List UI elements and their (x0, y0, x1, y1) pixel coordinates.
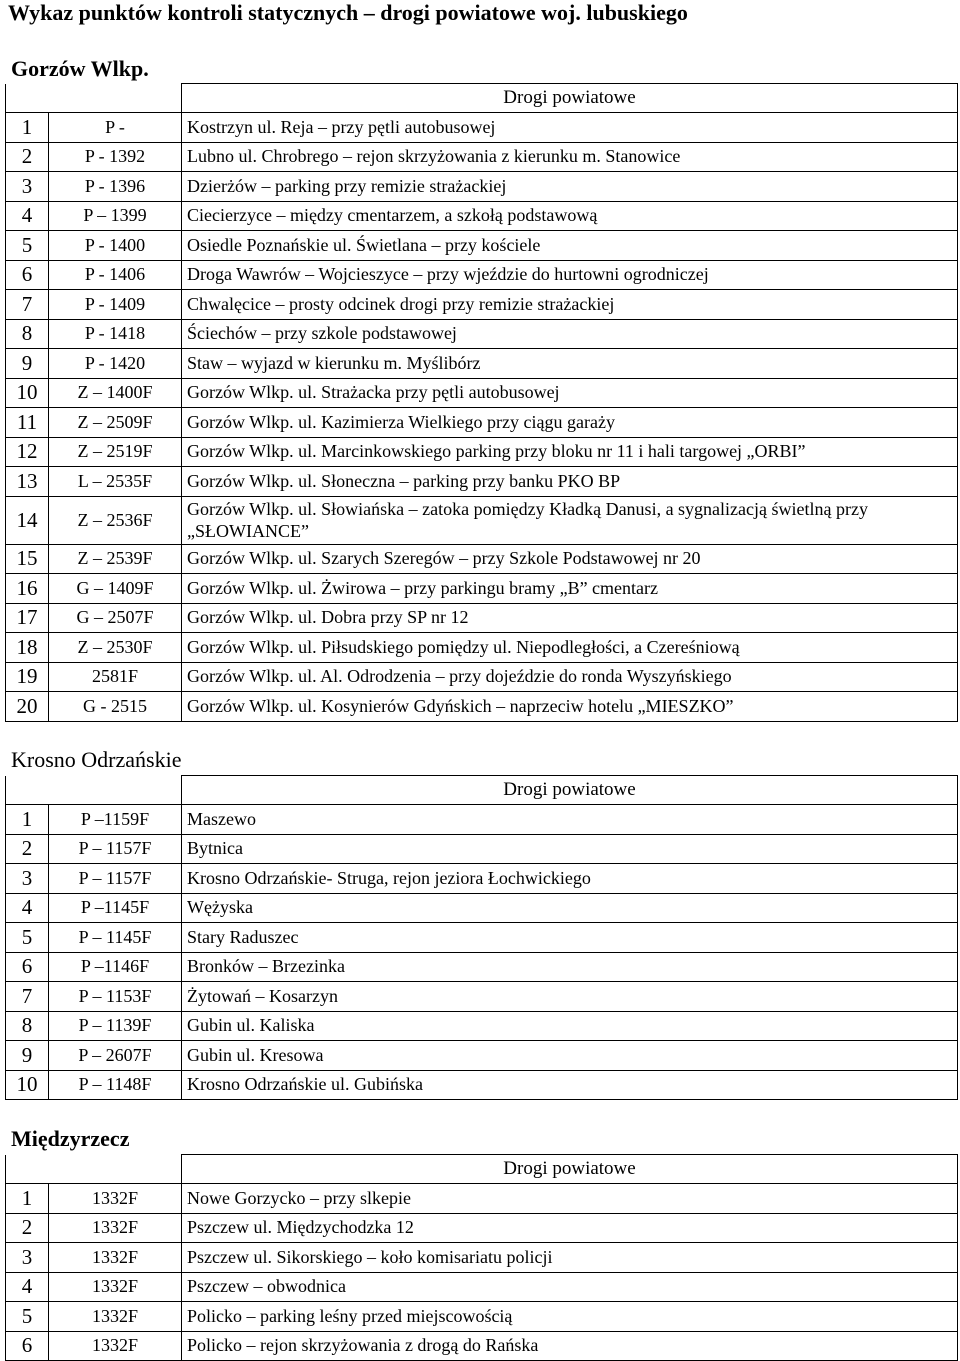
table-row (6, 805, 958, 835)
row-number: 20 (6, 692, 49, 722)
location-description: Gorzów Wlkp. ul. Dobra przy SP nr 12 (182, 603, 958, 633)
location-description: Gorzów Wlkp. ul. Marcinkowskiego parking przy bloku nr 11 i hali targowej „ORBI” (182, 437, 958, 467)
road-code: P – 1153F (49, 982, 182, 1012)
location-description: Gorzów Wlkp. ul. Słowiańska – zatoka pomiędzy Kładką Danusi, a sygnalizacją świetlną przy „SŁOWIANCE” (182, 496, 958, 544)
table-row (6, 467, 958, 497)
table-row (6, 544, 958, 574)
table-row (6, 349, 958, 379)
road-code: Z – 2509F (49, 408, 182, 438)
location-description: Gorzów Wlkp. ul. Szarych Szeregów – przy Szkole Podstawowej nr 20 (182, 544, 958, 574)
row-number: 16 (6, 574, 49, 604)
road-code: P – 1139F (49, 1011, 182, 1041)
table-row (6, 1041, 958, 1071)
road-code: P - 1396 (49, 172, 182, 202)
row-number: 2 (6, 142, 49, 172)
table-row (6, 1331, 958, 1361)
location-description: Wężyska (182, 893, 958, 923)
table-row (6, 319, 958, 349)
road-code: P –1145F (49, 893, 182, 923)
row-number: 9 (6, 1041, 49, 1071)
row-number: 12 (6, 437, 49, 467)
road-code: P – 1145F (49, 923, 182, 953)
table-row (6, 201, 958, 231)
road-code: P - 1420 (49, 349, 182, 379)
location-description: Gubin ul. Kaliska (182, 1011, 958, 1041)
road-code: P - 1400 (49, 231, 182, 261)
location-description: Droga Wawrów – Wojcieszyce – przy wjeździe do hurtowni ogrodniczej (182, 260, 958, 290)
table-row (6, 952, 958, 982)
road-code: Z – 2530F (49, 633, 182, 663)
table-header-row (6, 776, 958, 805)
table-row (6, 633, 958, 663)
location-description: Gorzów Wlkp. ul. Kosynierów Gdyńskich – naprzeciw hotelu „MIESZKO” (182, 692, 958, 722)
location-description: Ściechów – przy szkole podstawowej (182, 319, 958, 349)
table-header-row (6, 1155, 958, 1184)
table-row (6, 408, 958, 438)
location-description: Kostrzyn ul. Reja – przy pętli autobusowej (182, 113, 958, 143)
row-number: 6 (6, 260, 49, 290)
location-description: Krosno Odrzańskie ul. Gubińska (182, 1070, 958, 1100)
section-title-krosno: Krosno Odrzańskie (11, 747, 182, 772)
road-code: P –1146F (49, 952, 182, 982)
location-description: Gubin ul. Kresowa (182, 1041, 958, 1071)
location-description: Chwalęcice – prosty odcinek drogi przy remizie strażackiej (182, 290, 958, 320)
row-number: 6 (6, 1331, 49, 1361)
row-number: 7 (6, 290, 49, 320)
table-row (6, 574, 958, 604)
table-row (6, 437, 958, 467)
row-number: 10 (6, 1070, 49, 1100)
location-description: Pszczew ul. Sikorskiego – koło komisariatu policji (182, 1243, 958, 1273)
row-number: 2 (6, 1213, 49, 1243)
road-code: L – 2535F (49, 467, 182, 497)
location-description: Bytnica (182, 834, 958, 864)
table-row (6, 378, 958, 408)
row-number: 3 (6, 1243, 49, 1273)
road-code: G - 2515 (49, 692, 182, 722)
table-row (6, 834, 958, 864)
table-header-row (6, 84, 958, 113)
table-row (6, 864, 958, 894)
road-code: 1332F (49, 1272, 182, 1302)
table-row (6, 1213, 958, 1243)
location-description: Gorzów Wlkp. ul. Kazimierza Wielkiego przy ciągu garaży (182, 408, 958, 438)
location-description: Osiedle Poznańskie ul. Świetlana – przy kościele (182, 231, 958, 261)
table-row (6, 692, 958, 722)
road-code: P – 1399 (49, 201, 182, 231)
table-row (6, 142, 958, 172)
table-row (6, 923, 958, 953)
road-code: P –1159F (49, 805, 182, 835)
row-number: 19 (6, 662, 49, 692)
road-code: P – 2607F (49, 1041, 182, 1071)
row-number: 6 (6, 952, 49, 982)
table-krosno (5, 775, 958, 1100)
location-description: Maszewo (182, 805, 958, 835)
header-spacer (6, 776, 182, 805)
table-row (6, 603, 958, 633)
location-description: Staw – wyjazd w kierunku m. Myślibórz (182, 349, 958, 379)
location-description: Pszczew ul. Międzychodzka 12 (182, 1213, 958, 1243)
row-number: 5 (6, 923, 49, 953)
road-code: 1332F (49, 1184, 182, 1214)
section-title-miedzyrzecz: Międzyrzecz (11, 1126, 130, 1151)
table-row (6, 982, 958, 1012)
row-number: 8 (6, 319, 49, 349)
location-description: Lubno ul. Chrobrego – rejon skrzyżowania z kierunku m. Stanowice (182, 142, 958, 172)
road-code: P – 1157F (49, 834, 182, 864)
row-number: 3 (6, 864, 49, 894)
location-description: Gorzów Wlkp. ul. Strażacka przy pętli autobusowej (182, 378, 958, 408)
table-gorzow (5, 83, 958, 722)
location-description: Dzierżów – parking przy remizie strażackiej (182, 172, 958, 202)
location-description: Ciecierzyce – między cmentarzem, a szkołą podstawową (182, 201, 958, 231)
location-description: Bronków – Brzezinka (182, 952, 958, 982)
column-header: Drogi powiatowe (182, 776, 958, 805)
row-number: 5 (6, 231, 49, 261)
table-row (6, 893, 958, 923)
road-code: P – 1157F (49, 864, 182, 894)
road-code: 2581F (49, 662, 182, 692)
row-number: 9 (6, 349, 49, 379)
table-row (6, 1243, 958, 1273)
location-description: Gorzów Wlkp. ul. Żwirowa – przy parkingu bramy „B” cmentarz (182, 574, 958, 604)
row-number: 4 (6, 1272, 49, 1302)
table-row (6, 172, 958, 202)
row-number: 3 (6, 172, 49, 202)
table-row (6, 290, 958, 320)
table-row (6, 1302, 958, 1332)
row-number: 4 (6, 893, 49, 923)
row-number: 17 (6, 603, 49, 633)
row-number: 4 (6, 201, 49, 231)
road-code: G – 1409F (49, 574, 182, 604)
table-row (6, 113, 958, 143)
road-code: 1332F (49, 1213, 182, 1243)
row-number: 18 (6, 633, 49, 663)
road-code: P - 1418 (49, 319, 182, 349)
location-description: Policko – rejon skrzyżowania z drogą do Rańska (182, 1331, 958, 1361)
section-title-gorzow: Gorzów Wlkp. (11, 56, 149, 81)
header-spacer (6, 1155, 182, 1184)
road-code: Z – 2536F (49, 496, 182, 544)
table-row (6, 1011, 958, 1041)
row-number: 13 (6, 467, 49, 497)
location-description: Gorzów Wlkp. ul. Słoneczna – parking przy banku PKO BP (182, 467, 958, 497)
header-spacer (6, 84, 182, 113)
road-code: P - 1409 (49, 290, 182, 320)
row-number: 15 (6, 544, 49, 574)
location-description: Policko – parking leśny przed miejscowością (182, 1302, 958, 1332)
road-code: P - (49, 113, 182, 143)
row-number: 14 (6, 496, 49, 544)
road-code: P – 1148F (49, 1070, 182, 1100)
column-header: Drogi powiatowe (182, 84, 958, 113)
location-description: Stary Raduszec (182, 923, 958, 953)
document-title: Wykaz punktów kontroli statycznych – drogi powiatowe woj. lubuskiego (8, 0, 688, 25)
location-description: Pszczew – obwodnica (182, 1272, 958, 1302)
road-code: Z – 2539F (49, 544, 182, 574)
row-number: 7 (6, 982, 49, 1012)
location-description: Krosno Odrzańskie- Struga, rejon jeziora Łochwickiego (182, 864, 958, 894)
road-code: P - 1392 (49, 142, 182, 172)
location-description: Żytowań – Kosarzyn (182, 982, 958, 1012)
table-row (6, 1272, 958, 1302)
column-header: Drogi powiatowe (182, 1155, 958, 1184)
table-row (6, 662, 958, 692)
road-code: 1332F (49, 1302, 182, 1332)
table-row (6, 260, 958, 290)
road-code: G – 2507F (49, 603, 182, 633)
table-row (6, 1070, 958, 1100)
table-row (6, 496, 958, 544)
location-description: Gorzów Wlkp. ul. Al. Odrodzenia – przy dojeździe do ronda Wyszyńskiego (182, 662, 958, 692)
location-description: Nowe Gorzycko – przy slkepie (182, 1184, 958, 1214)
road-code: Z – 1400F (49, 378, 182, 408)
row-number: 2 (6, 834, 49, 864)
row-number: 11 (6, 408, 49, 438)
row-number: 1 (6, 805, 49, 835)
row-number: 1 (6, 1184, 49, 1214)
road-code: 1332F (49, 1331, 182, 1361)
location-description: Gorzów Wlkp. ul. Piłsudskiego pomiędzy ul. Niepodległości, a Czereśniową (182, 633, 958, 663)
road-code: 1332F (49, 1243, 182, 1273)
road-code: P - 1406 (49, 260, 182, 290)
row-number: 5 (6, 1302, 49, 1332)
table-row (6, 231, 958, 261)
row-number: 8 (6, 1011, 49, 1041)
table-row (6, 1184, 958, 1214)
road-code: Z – 2519F (49, 437, 182, 467)
row-number: 1 (6, 113, 49, 143)
table-miedzyrzecz (5, 1154, 958, 1361)
row-number: 10 (6, 378, 49, 408)
